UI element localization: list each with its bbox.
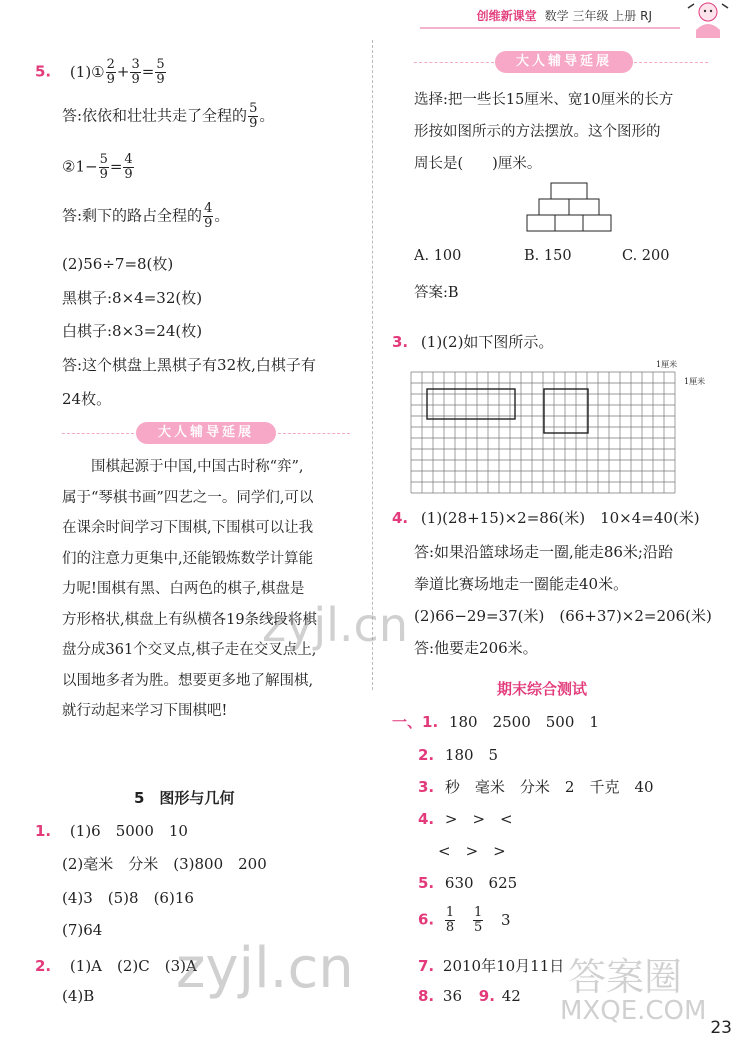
text-line: 黑棋子:8×4=32(枚) (62, 289, 203, 307)
item-number: 4. (418, 810, 435, 828)
equals-sign: = (141, 62, 155, 81)
answer-line-2 (62, 202, 229, 231)
answer-line-1 (62, 102, 274, 131)
text-line: (2)毫米 分米 (3)800 200 (62, 855, 267, 873)
text-line: 答:他要走206米。 (414, 639, 538, 657)
item-number: 2. (418, 746, 435, 764)
para-line: 围棋起源于中国,中国古时称“弈”, (91, 459, 304, 475)
item-number: 3. (418, 778, 435, 796)
square-grid-figure (410, 368, 682, 494)
answer-text: 答案:B (414, 285, 459, 301)
para-line: 盘分成361个交叉点,棋子走在交叉点上, (62, 642, 317, 658)
header-underline (420, 27, 680, 29)
final-test-title: 期末综合测试 (497, 680, 588, 698)
answer-text: 3 (501, 910, 511, 929)
final-item-6 (418, 906, 511, 935)
item-number: 5. (418, 874, 435, 892)
option-c: C. 200 (622, 248, 670, 264)
question-number: 2. (35, 957, 52, 975)
text-line: 拳道比赛场地走一圈能走40米。 (414, 575, 629, 593)
answer-text: 630 625 (444, 874, 518, 892)
answer-text: (1)(2)如下图所示。 (420, 333, 554, 351)
text-line: (2)66−29=37(米) (66+37)×2=206(米) (414, 607, 712, 625)
answer-text: > > < (444, 810, 513, 828)
item-number: 9. (478, 987, 495, 1005)
pill-dash-right (278, 433, 350, 434)
s2-line-1 (35, 955, 197, 976)
text-line: 周长是( )厘米。 (414, 156, 542, 172)
fraction: $\frac{5}{9}$ (99, 152, 108, 182)
final-item-4b (438, 840, 506, 861)
final-item-2 (418, 744, 498, 765)
section-number: 一、 (392, 713, 423, 731)
final-item-3 (418, 776, 654, 797)
text-line: (2)56÷7=8(枚) (62, 255, 174, 273)
q5-part-label: (1)① (69, 62, 105, 81)
watermark-text: zyjl.cn (262, 598, 408, 652)
q4-line-1 (392, 507, 700, 528)
question-number: 5. (35, 62, 52, 81)
para-line: 以围地多者为胜。想要更多地了解围棋, (62, 672, 314, 689)
fraction: $\frac{3}{9}$ (131, 57, 140, 87)
item-number: 8. (418, 987, 435, 1005)
equals-sign: = (109, 157, 123, 176)
para-line: 在课余时间学习下围棋,下围棋可以让我 (62, 520, 314, 536)
answer-text: 秒 毫米 分米 2 千克 40 (444, 778, 654, 796)
brand-label: 创维新课堂 (476, 9, 537, 23)
text-line: 答:如果沿篮球场走一圈,能走86米;沿跆 (414, 543, 673, 561)
text-line: (4)B (62, 987, 95, 1005)
text-line: 选择:把一些长15厘米、宽10厘米的长方 (414, 92, 674, 108)
final-item-8-9 (418, 987, 521, 1005)
para-line: 们的注意力更集中,还能锻炼数学计算能 (62, 550, 314, 567)
answer-text: < > > (438, 842, 506, 860)
answer-text: 180 2500 500 1 (448, 713, 599, 731)
answer-end: 。 (259, 106, 275, 125)
fraction: $\frac{2}{9}$ (106, 57, 115, 87)
watermark-text: MXQE.COM (560, 996, 707, 1026)
stacked-rectangles-figure (526, 182, 614, 232)
text-line: (7)64 (62, 921, 103, 939)
fraction: $\frac{5}{9}$ (156, 57, 165, 87)
question-number: 1. (35, 822, 52, 840)
option-a: A. 100 (414, 248, 462, 264)
fraction: $\frac{4}{9}$ (124, 152, 133, 182)
watermark-text: 答案圈 (568, 955, 683, 999)
question-number: 3. (392, 333, 409, 351)
section-title: 5 图形与几何 (134, 789, 235, 807)
answer-text: 36 (442, 987, 463, 1005)
answer-text: (1)A (2)C (3)A (69, 957, 197, 975)
adult-guidance-pill: 大人辅导延展 (495, 51, 633, 73)
s1-line-1 (35, 820, 188, 841)
q5-line-1 (35, 58, 167, 87)
answer-end: 。 (214, 206, 230, 225)
fraction: $\frac{1}{5}$ (473, 905, 483, 935)
item-number: 6. (418, 910, 435, 929)
grid-label-top: 1厘米 (656, 360, 678, 369)
q5-part-label: ②1− (62, 157, 98, 176)
answer-text: 42 (501, 987, 521, 1005)
question-number: 4. (392, 509, 409, 527)
item-number: 7. (418, 957, 435, 975)
pill-dash-left (414, 62, 494, 63)
text-line: 答:这个棋盘上黑棋子有32枚,白棋子有 (62, 356, 316, 374)
answer-text: 答:依依和壮壮共走了全程的 (62, 106, 248, 125)
pill-dash-left (62, 433, 134, 434)
item-number: 1. (422, 713, 439, 731)
q5-line-2 (62, 153, 135, 182)
plus-sign: + (116, 62, 130, 81)
text-line: 24枚。 (62, 390, 112, 408)
go-paragraph (62, 452, 362, 727)
subject-label: 数学 三年级 上册 RJ (544, 9, 652, 23)
adult-guidance-pill: 大人辅导延展 (136, 422, 276, 444)
answer-text: (1)(28+15)×2=86(米) 10×4=40(米) (420, 509, 700, 527)
final-item-4 (418, 808, 513, 829)
pill-dash-right (634, 62, 708, 63)
square-shape (544, 389, 588, 433)
mascot-illustration-icon (678, 0, 738, 40)
answer-text: 2010年10月11日 (442, 957, 565, 975)
fraction: $\frac{4}{9}$ (204, 201, 213, 231)
text-line: 白棋子:8×3=24(枚) (62, 322, 203, 340)
final-item-5 (418, 872, 517, 893)
fraction: $\frac{5}{9}$ (249, 101, 258, 131)
final-item-1 (392, 711, 599, 732)
column-divider (372, 40, 373, 690)
final-item-7 (418, 955, 564, 976)
answer-text: 答:剩下的路占全程的 (62, 206, 203, 225)
grid-label-side: 1厘米 (684, 377, 706, 386)
option-b: B. 150 (524, 248, 572, 264)
fraction: $\frac{1}{8}$ (445, 905, 455, 935)
text-line: (4)3 (5)8 (6)16 (62, 889, 194, 907)
para-line: 属于“琴棋书画”四艺之一。同学们,可以 (62, 489, 314, 506)
header-title (477, 7, 652, 24)
answer-text: (1)6 5000 10 (69, 822, 188, 840)
page-number: 23 (710, 1018, 732, 1038)
rectangle-shape-1 (427, 389, 515, 419)
q3-line (392, 331, 553, 352)
para-line: 方形格状,棋盘上有纵横各19条线段将棋 (62, 611, 318, 628)
text-line: 形按如图所示的方法摆放。这个图形的 (414, 124, 661, 140)
para-line: 就行动起来学习下围棋吧! (62, 703, 228, 719)
para-line: 力呢!围棋有黑、白两色的棋子,棋盘是 (62, 581, 305, 597)
watermark-text: zyjl.cn (176, 936, 354, 1001)
answer-text: 180 5 (444, 746, 499, 764)
